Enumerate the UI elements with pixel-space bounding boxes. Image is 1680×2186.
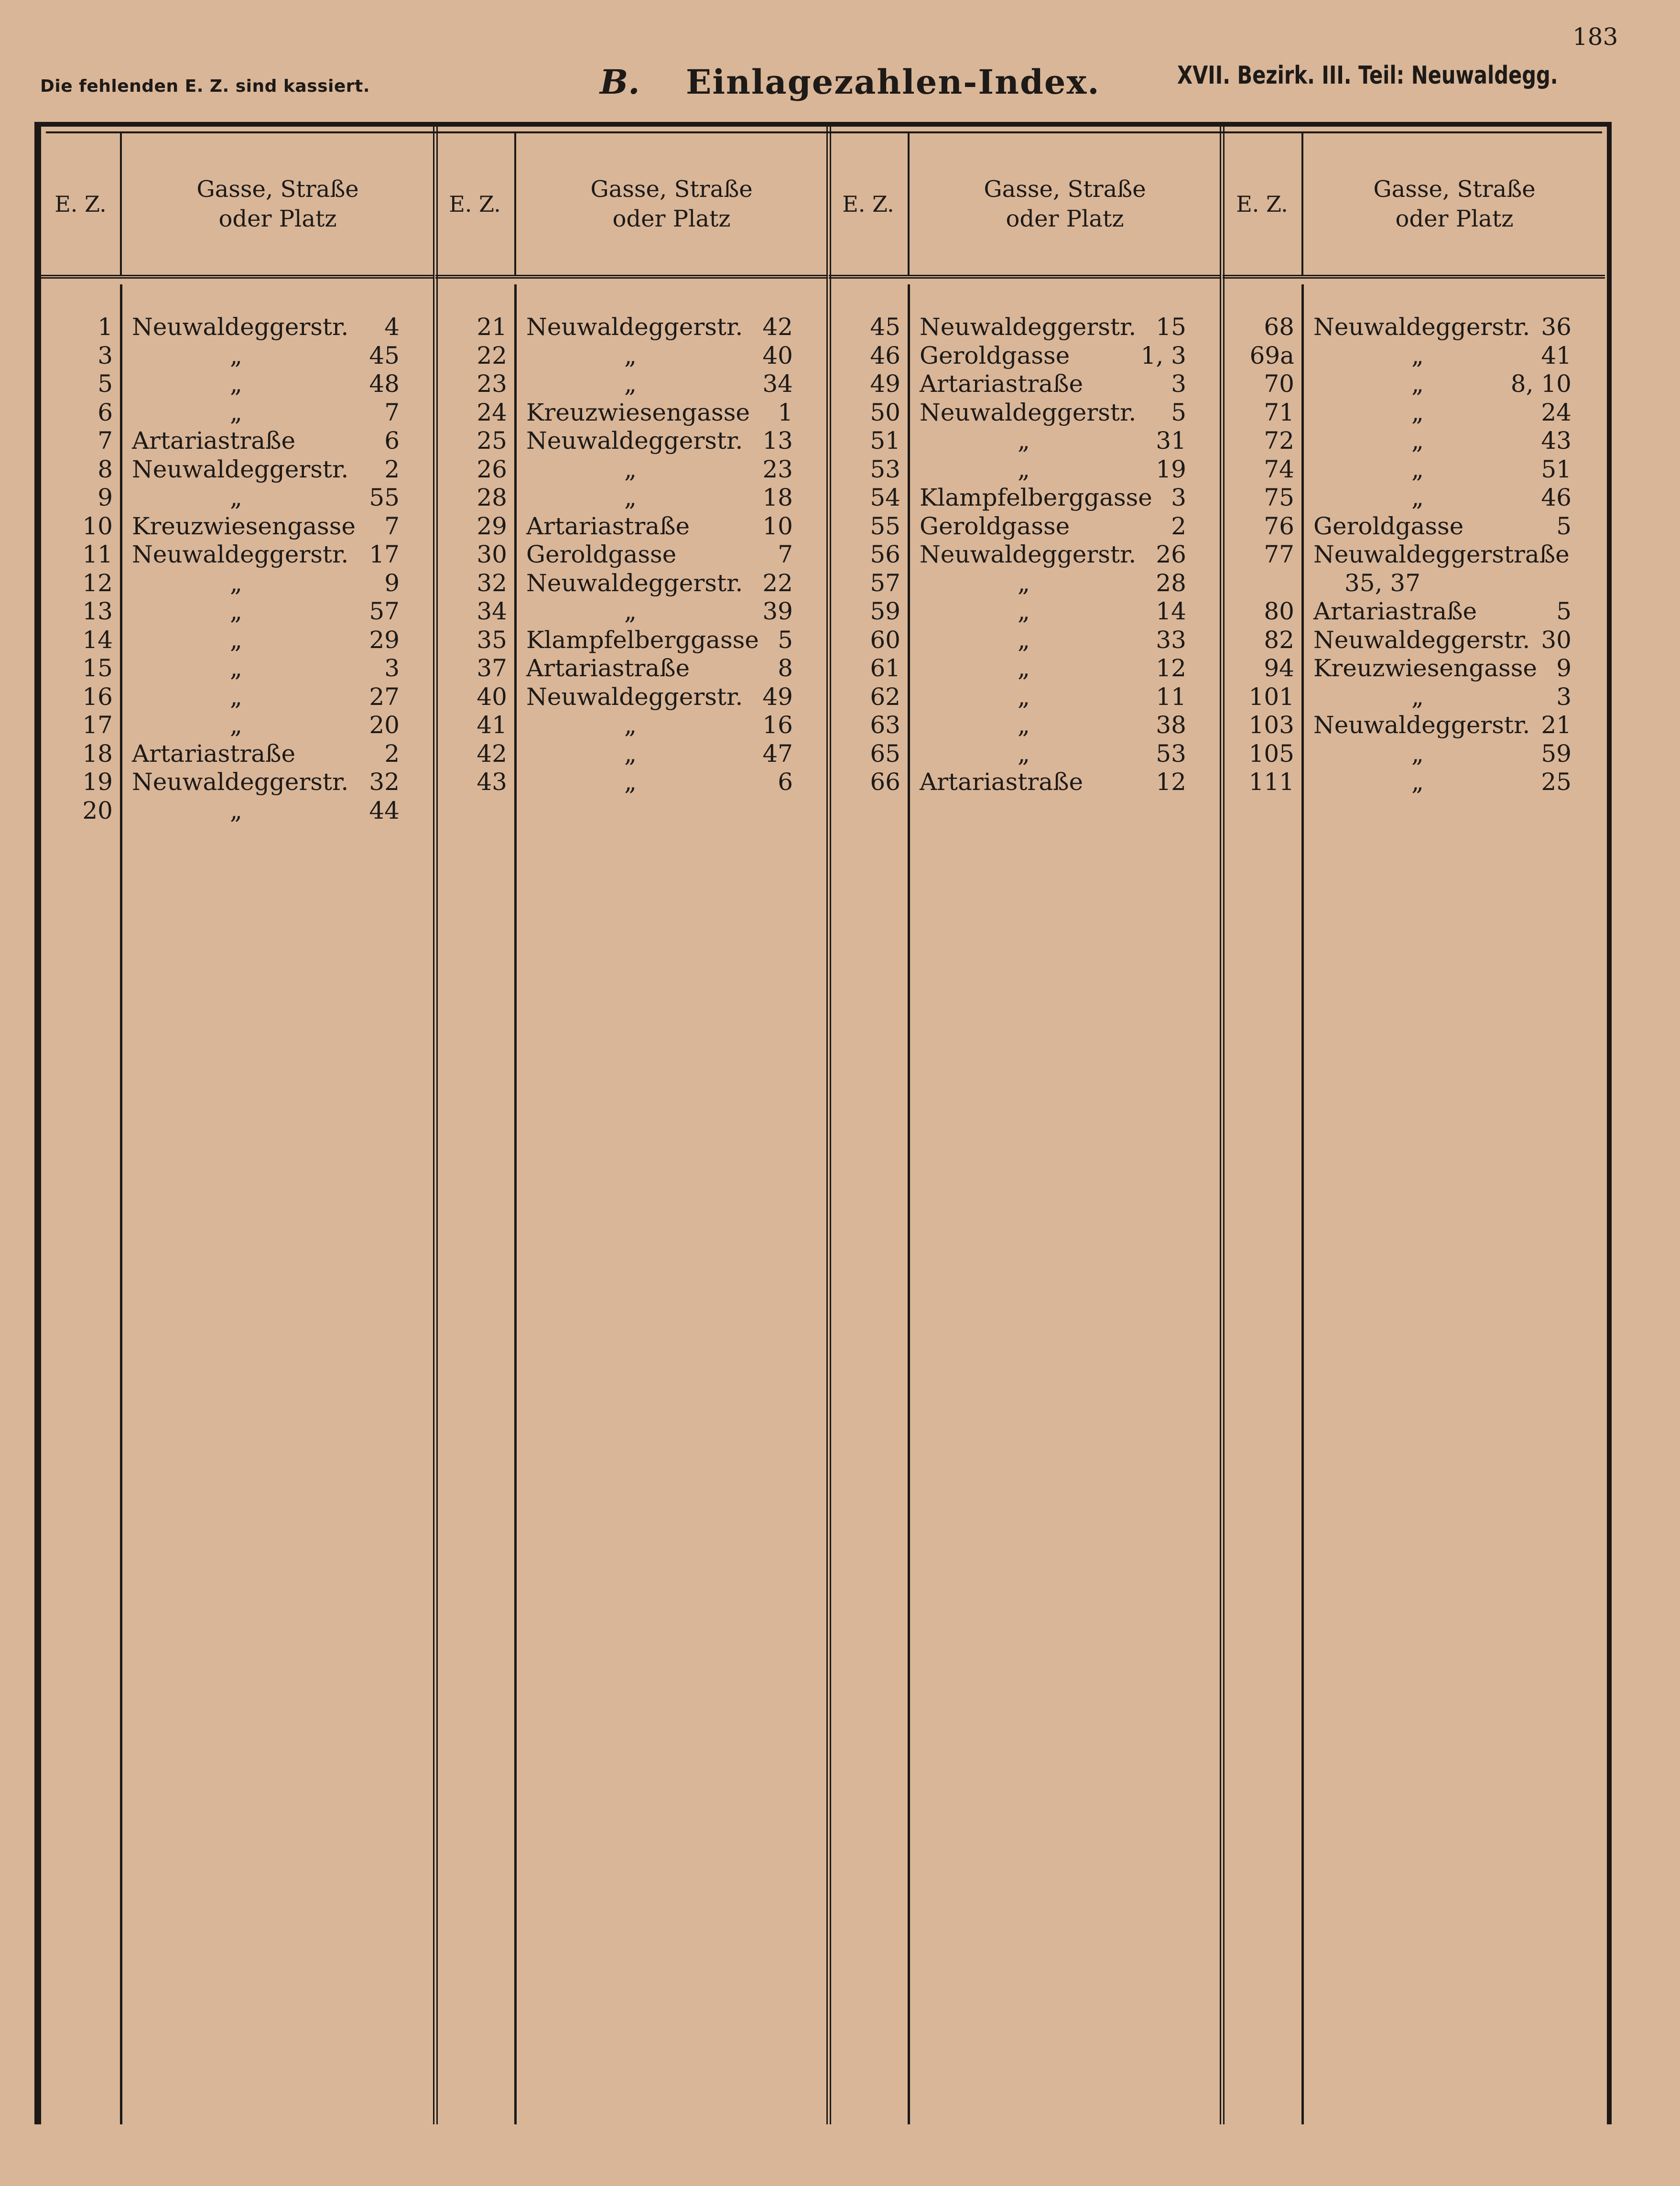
house-number: 33 <box>1156 626 1186 654</box>
ditto-mark: „ <box>624 711 637 739</box>
street-header: Gasse, Straße oder Platz <box>590 176 753 232</box>
table-row <box>1223 455 1605 484</box>
table-row <box>829 484 1220 512</box>
ditto-mark: „ <box>230 341 242 369</box>
page-number: 183 <box>1572 23 1618 51</box>
column-group-4 <box>1223 127 1605 2124</box>
table-row <box>1223 569 1605 598</box>
ez-number: 43 <box>477 768 507 796</box>
house-number: 59 <box>1541 739 1572 768</box>
table-row <box>435 313 826 342</box>
column-header <box>829 133 1220 279</box>
ez-number: 103 <box>1248 711 1294 739</box>
ez-number: 29 <box>477 512 507 540</box>
ez-number: 74 <box>1264 455 1294 483</box>
street-name: Neuwaldeggerstr. <box>1313 313 1530 341</box>
ditto-mark: „ <box>1411 398 1424 426</box>
street-name: Artariastraße <box>1313 597 1477 625</box>
table-row <box>435 626 826 655</box>
table-row <box>41 569 433 598</box>
ez-number: 24 <box>477 398 507 426</box>
street-name: Artariastraße <box>132 427 296 455</box>
ez-number: 62 <box>870 682 900 711</box>
table-row <box>829 711 1220 740</box>
ditto-mark: „ <box>624 370 637 398</box>
street-name: 35, 37 <box>1344 569 1421 597</box>
ez-number: 25 <box>477 427 507 455</box>
house-number: 8, 10 <box>1510 370 1572 398</box>
ez-number: 41 <box>477 711 507 739</box>
house-number: 12 <box>1156 654 1186 682</box>
street-name: Kreuzwiesengasse <box>132 512 356 540</box>
ditto-mark: „ <box>230 484 242 511</box>
table-row <box>435 597 826 626</box>
house-number: 27 <box>369 682 400 711</box>
street-name: Neuwaldeggerstr. <box>1313 711 1530 739</box>
ditto-mark: „ <box>1018 711 1030 739</box>
house-number: 3 <box>1171 370 1186 398</box>
house-number: 22 <box>762 569 793 597</box>
street-name: Neuwaldeggerstr. <box>920 313 1137 341</box>
ez-number: 15 <box>82 654 113 682</box>
house-number: 46 <box>1541 484 1572 511</box>
house-number: 55 <box>369 484 400 511</box>
street-name: Klampfelberggasse <box>920 484 1152 511</box>
column-header <box>41 133 433 279</box>
ez-number: 35 <box>477 626 507 654</box>
ez-number: 6 <box>98 398 113 426</box>
house-number: 1, 3 <box>1140 341 1186 369</box>
house-number: 28 <box>1156 569 1186 597</box>
street-name: Neuwaldeggerstr. <box>920 398 1137 426</box>
ez-number: 8 <box>98 455 113 483</box>
house-number: 49 <box>762 682 793 711</box>
ez-number: 9 <box>98 484 113 511</box>
ez-number: 34 <box>477 597 507 625</box>
ez-number: 50 <box>870 398 900 426</box>
ez-number: 111 <box>1248 768 1294 796</box>
table-row <box>1223 768 1605 797</box>
ez-number: 3 <box>98 341 113 369</box>
house-number: 6 <box>778 768 793 796</box>
page-title: Einlagezahlen-Index. <box>686 62 1100 102</box>
house-number: 18 <box>762 484 793 511</box>
ditto-mark: „ <box>1018 455 1030 483</box>
street-name: Neuwaldeggerstr. <box>1313 626 1530 654</box>
house-number: 14 <box>1156 597 1186 625</box>
table-row <box>41 626 433 655</box>
ez-number: 11 <box>82 541 113 568</box>
ditto-mark: „ <box>230 597 242 625</box>
ez-number: 70 <box>1264 370 1294 398</box>
house-number: 15 <box>1156 313 1186 341</box>
house-number: 53 <box>1156 739 1186 768</box>
ez-number: 105 <box>1248 739 1294 768</box>
ez-number: 56 <box>870 541 900 568</box>
header-district: XVII. Bezirk. III. Teil: Neuwaldegg. <box>1177 61 1558 90</box>
table-row <box>41 541 433 569</box>
ez-number: 65 <box>870 739 900 768</box>
ez-number: 57 <box>870 569 900 597</box>
ez-number: 18 <box>82 739 113 768</box>
table-row <box>41 512 433 541</box>
house-number: 6 <box>384 427 400 455</box>
ez-number: 61 <box>870 654 900 682</box>
street-name: Kreuzwiesengasse <box>1313 654 1537 682</box>
house-number: 3 <box>1556 682 1572 711</box>
ditto-mark: „ <box>624 768 637 796</box>
ditto-mark: „ <box>1411 739 1424 768</box>
street-header: Gasse, Straße oder Platz <box>196 176 359 232</box>
house-number: 3 <box>1171 484 1186 511</box>
house-number: 45 <box>369 341 400 369</box>
table-row <box>435 342 826 370</box>
table-row <box>829 654 1220 683</box>
table-row <box>435 569 826 598</box>
ez-number: 54 <box>870 484 900 511</box>
house-number: 1 <box>778 398 793 426</box>
house-number: 8 <box>778 654 793 682</box>
ditto-mark: „ <box>624 341 637 369</box>
house-number: 7 <box>384 512 400 540</box>
street-name: Neuwaldeggerstr. <box>132 455 349 483</box>
street-header: Gasse, Straße oder Platz <box>1373 176 1536 232</box>
table-row <box>829 512 1220 541</box>
table-row <box>435 683 826 712</box>
ditto-mark: „ <box>624 484 637 511</box>
ez-number: 49 <box>870 370 900 398</box>
ditto-mark: „ <box>1411 427 1424 455</box>
table-row <box>1223 626 1605 655</box>
ez-number: 21 <box>477 313 507 341</box>
ditto-mark: „ <box>1411 341 1424 369</box>
table-row <box>435 740 826 768</box>
street-name: Geroldgasse <box>526 541 677 568</box>
ez-number: 72 <box>1264 427 1294 455</box>
table-row <box>829 683 1220 712</box>
street-name: Artariastraße <box>920 370 1084 398</box>
street-name: Artariastraße <box>920 768 1084 796</box>
table-row <box>41 654 433 683</box>
ditto-mark: „ <box>230 569 242 597</box>
ez-number: 76 <box>1264 512 1294 540</box>
street-name: Geroldgasse <box>920 512 1070 540</box>
street-name: Neuwaldeggerstr. <box>132 313 349 341</box>
ez-number: 82 <box>1264 626 1294 654</box>
street-name: Neuwaldeggerstr. <box>132 541 349 568</box>
table-row <box>1223 484 1605 512</box>
house-number: 4 <box>384 313 400 341</box>
table-row <box>41 683 433 712</box>
column-header <box>1223 133 1605 279</box>
table-row <box>435 541 826 569</box>
ez-number: 53 <box>870 455 900 483</box>
table-row <box>41 711 433 740</box>
table-row <box>41 370 433 399</box>
table-row <box>1223 313 1605 342</box>
house-number: 2 <box>384 455 400 483</box>
table-row <box>829 569 1220 598</box>
street-name: Neuwaldeggerstr. <box>920 541 1137 568</box>
ez-number: 7 <box>98 427 113 455</box>
table-row <box>435 768 826 797</box>
table-row <box>829 626 1220 655</box>
table-row <box>829 399 1220 427</box>
ez-number: 69a <box>1249 341 1294 369</box>
ez-header: E. Z. <box>41 133 122 275</box>
ditto-mark: „ <box>230 682 242 711</box>
ditto-mark: „ <box>624 739 637 768</box>
table-row <box>41 313 433 342</box>
ez-number: 71 <box>1264 398 1294 426</box>
table-row <box>1223 399 1605 427</box>
street-name: Neuwaldeggerstr. <box>526 427 743 455</box>
ditto-mark: „ <box>230 370 242 398</box>
ditto-mark: „ <box>230 654 242 682</box>
house-number: 9 <box>384 569 400 597</box>
table-row <box>435 654 826 683</box>
house-number: 57 <box>369 597 400 625</box>
column-header <box>435 133 826 279</box>
ditto-mark: „ <box>1018 427 1030 455</box>
ditto-mark: „ <box>1018 626 1030 654</box>
table-row <box>41 797 433 825</box>
house-number: 19 <box>1156 455 1186 483</box>
ez-number: 17 <box>82 711 113 739</box>
house-number: 23 <box>762 455 793 483</box>
ditto-mark: „ <box>230 398 242 426</box>
ez-number: 14 <box>82 626 113 654</box>
ditto-mark: „ <box>1018 569 1030 597</box>
ez-number: 30 <box>477 541 507 568</box>
street-name: Artariastraße <box>132 739 296 768</box>
ez-header: E. Z. <box>435 133 516 275</box>
header-section-letter: B. <box>600 62 640 102</box>
house-number: 39 <box>762 597 793 625</box>
house-number: 16 <box>762 711 793 739</box>
house-number: 2 <box>384 739 400 768</box>
house-number: 10 <box>762 512 793 540</box>
street-name: Neuwaldeggerstr. <box>526 313 743 341</box>
ditto-mark: „ <box>1018 739 1030 768</box>
street-name: Neuwaldeggerstr. <box>132 768 349 796</box>
house-number: 48 <box>369 370 400 398</box>
street-name: Artariastraße <box>526 512 690 540</box>
house-number: 42 <box>762 313 793 341</box>
ez-number: 94 <box>1264 654 1294 682</box>
house-number: 43 <box>1541 427 1572 455</box>
table-row <box>41 768 433 797</box>
house-number: 2 <box>1171 512 1186 540</box>
ez-number: 66 <box>870 768 900 796</box>
house-number: 51 <box>1541 455 1572 483</box>
column-group-2 <box>435 127 831 2124</box>
house-number: 24 <box>1541 398 1572 426</box>
street-name: Artariastraße <box>526 654 690 682</box>
ez-number: 75 <box>1264 484 1294 511</box>
ditto-mark: „ <box>1411 455 1424 483</box>
table-row <box>435 711 826 740</box>
house-number: 47 <box>762 739 793 768</box>
ditto-mark: „ <box>1411 370 1424 398</box>
ez-number: 51 <box>870 427 900 455</box>
table-row <box>1223 597 1605 626</box>
table-row <box>1223 370 1605 399</box>
table-row <box>1223 740 1605 768</box>
header-note: Die fehlenden E. Z. sind kassiert. <box>40 76 370 96</box>
table-row <box>1223 683 1605 712</box>
street-name: Neuwaldeggerstr. <box>526 569 743 597</box>
house-number: 25 <box>1541 768 1572 796</box>
street-name: Neuwaldeggerstr. <box>526 682 743 711</box>
ditto-mark: „ <box>624 455 637 483</box>
house-number: 41 <box>1541 341 1572 369</box>
table-row <box>435 370 826 399</box>
ditto-mark: „ <box>1018 654 1030 682</box>
ez-number: 59 <box>870 597 900 625</box>
table-row <box>829 313 1220 342</box>
ditto-mark: „ <box>1018 597 1030 625</box>
house-number: 26 <box>1156 541 1186 568</box>
table-row <box>435 484 826 512</box>
ez-number: 60 <box>870 626 900 654</box>
table-row <box>41 484 433 512</box>
house-number: 30 <box>1541 626 1572 654</box>
table-row <box>1223 711 1605 740</box>
ez-number: 77 <box>1264 541 1294 568</box>
house-number: 13 <box>762 427 793 455</box>
ez-number: 32 <box>477 569 507 597</box>
ez-number: 40 <box>477 682 507 711</box>
house-number: 44 <box>369 796 400 824</box>
table-row <box>1223 512 1605 541</box>
ez-number: 37 <box>477 654 507 682</box>
table-row <box>41 740 433 768</box>
ez-number: 80 <box>1264 597 1294 625</box>
table-row <box>41 427 433 455</box>
ez-header: E. Z. <box>829 133 910 275</box>
table-row <box>435 427 826 455</box>
table-row <box>829 541 1220 569</box>
ez-number: 19 <box>82 768 113 796</box>
street-header: Gasse, Straße oder Platz <box>984 176 1146 232</box>
table-row <box>1223 654 1605 683</box>
house-number: 5 <box>778 626 793 654</box>
house-number: 5 <box>1556 512 1572 540</box>
ditto-mark: „ <box>624 597 637 625</box>
table-row <box>41 597 433 626</box>
ditto-mark: „ <box>1411 682 1424 711</box>
ditto-mark: „ <box>1018 682 1030 711</box>
table-row <box>1223 342 1605 370</box>
house-number: 31 <box>1156 427 1186 455</box>
ez-number: 1 <box>98 313 113 341</box>
house-number: 32 <box>369 768 400 796</box>
table-row <box>435 455 826 484</box>
house-number: 38 <box>1156 711 1186 739</box>
table-row <box>435 512 826 541</box>
ez-number: 55 <box>870 512 900 540</box>
table-row <box>829 427 1220 455</box>
ez-number: 63 <box>870 711 900 739</box>
house-number: 21 <box>1541 711 1572 739</box>
house-number: 7 <box>384 398 400 426</box>
table-row <box>41 342 433 370</box>
house-number: 5 <box>1556 597 1572 625</box>
column-group-3 <box>829 127 1225 2124</box>
ditto-mark: „ <box>230 711 242 739</box>
house-number: 3 <box>384 654 400 682</box>
house-number: 9 <box>1556 654 1572 682</box>
table-row <box>829 768 1220 797</box>
table-row <box>829 597 1220 626</box>
house-number: 17 <box>369 541 400 568</box>
house-number: 40 <box>762 341 793 369</box>
street-name: Neuwaldeggerstraße <box>1313 541 1570 568</box>
ez-number: 28 <box>477 484 507 511</box>
ez-number: 13 <box>82 597 113 625</box>
table-row <box>829 370 1220 399</box>
ez-number: 12 <box>82 569 113 597</box>
table-row <box>1223 427 1605 455</box>
ez-number: 46 <box>870 341 900 369</box>
ditto-mark: „ <box>230 626 242 654</box>
house-number: 29 <box>369 626 400 654</box>
street-name: Geroldgasse <box>920 341 1070 369</box>
house-number: 11 <box>1156 682 1186 711</box>
ez-number: 101 <box>1248 682 1294 711</box>
ez-number: 42 <box>477 739 507 768</box>
ez-number: 26 <box>477 455 507 483</box>
table-row <box>41 455 433 484</box>
house-number: 5 <box>1171 398 1186 426</box>
ez-number: 23 <box>477 370 507 398</box>
column-group-1 <box>41 127 438 2124</box>
house-number: 34 <box>762 370 793 398</box>
table-row <box>829 740 1220 768</box>
table-row <box>829 342 1220 370</box>
street-name: Geroldgasse <box>1313 512 1464 540</box>
ez-number: 45 <box>870 313 900 341</box>
ez-number: 16 <box>82 682 113 711</box>
ez-number: 5 <box>98 370 113 398</box>
ditto-mark: „ <box>230 796 242 824</box>
ez-number: 20 <box>82 796 113 824</box>
ez-header: E. Z. <box>1223 133 1303 275</box>
table-row <box>829 455 1220 484</box>
house-number: 20 <box>369 711 400 739</box>
ez-number: 68 <box>1264 313 1294 341</box>
ez-number: 22 <box>477 341 507 369</box>
house-number: 7 <box>778 541 793 568</box>
street-name: Kreuzwiesengasse <box>526 398 750 426</box>
table-row <box>1223 541 1605 569</box>
index-table <box>34 122 1612 2124</box>
ditto-mark: „ <box>1411 768 1424 796</box>
table-row <box>41 399 433 427</box>
ditto-mark: „ <box>1411 484 1424 511</box>
table-row <box>435 399 826 427</box>
ez-number: 10 <box>82 512 113 540</box>
street-name: Klampfelberggasse <box>526 626 759 654</box>
house-number: 12 <box>1156 768 1186 796</box>
house-number: 36 <box>1541 313 1572 341</box>
